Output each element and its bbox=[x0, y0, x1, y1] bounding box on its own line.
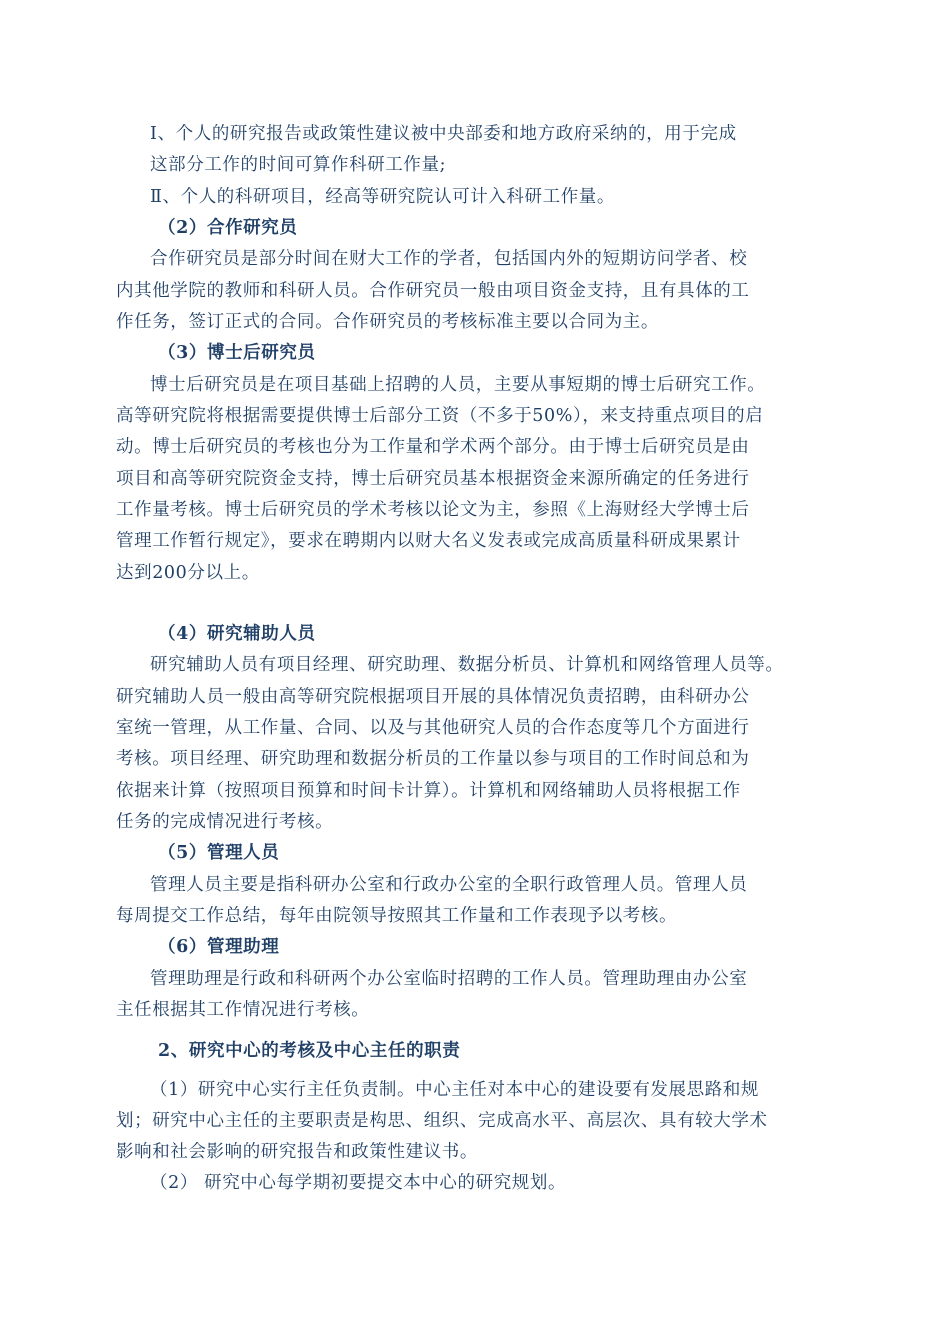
text-line: 作任务，签订正式的合同。合作研究员的考核标准主要以合同为主。 bbox=[116, 312, 659, 332]
text-line: Ⅱ、个人的科研项目，经高等研究院认可计入科研工作量。 bbox=[150, 187, 615, 207]
text-line: 动。博士后研究员的考核也分为工作量和学术两个部分。由于博士后研究员是由 bbox=[116, 437, 750, 457]
text-line: 任务的完成情况进行考核。 bbox=[116, 812, 334, 832]
text-line: 项目和高等研究院资金支持，博士后研究员基本根据资金来源所确定的任务进行 bbox=[116, 469, 750, 489]
text-line: 室统一管理，从工作量、合同、以及与其他研究人员的合作态度等几个方面进行 bbox=[116, 718, 750, 738]
text-line: 划；研究中心主任的主要职责是构思、组织、完成高水平、高层次、具有较大学术 bbox=[116, 1111, 768, 1131]
text-line: 每周提交工作总结，每年由院领导按照其工作量和工作表现予以考核。 bbox=[116, 906, 678, 926]
section-heading: 2、研究中心的考核及中心主任的职责 bbox=[158, 1041, 461, 1061]
text-line: 管理人员主要是指科研办公室和行政办公室的全职行政管理人员。管理人员 bbox=[150, 875, 748, 895]
text-line: 主任根据其工作情况进行考核。 bbox=[116, 1000, 370, 1020]
text-line: 达到200分以上。 bbox=[116, 563, 260, 583]
text-line: 内其他学院的教师和科研人员。合作研究员一般由项目资金支持，且有具体的工 bbox=[116, 281, 750, 301]
text-line: 依据来计算（按照项目预算和时间卡计算）。计算机和网络辅助人员将根据工作 bbox=[116, 781, 741, 801]
text-line: 合作研究员是部分时间在财大工作的学者，包括国内外的短期访问学者、校 bbox=[150, 249, 748, 269]
text-line: （2） 研究中心每学期初要提交本中心的研究规划。 bbox=[150, 1173, 567, 1193]
text-line: （1）研究中心实行主任负责制。中心主任对本中心的建设要有发展思路和规 bbox=[150, 1080, 760, 1100]
text-line: 考核。项目经理、研究助理和数据分析员的工作量以参与项目的工作时间总和为 bbox=[116, 749, 750, 769]
text-line: 管理助理是行政和科研两个办公室临时招聘的工作人员。管理助理由办公室 bbox=[150, 969, 748, 989]
section-heading: （6）管理助理 bbox=[158, 937, 280, 957]
text-line: 这部分工作的时间可算作科研工作量; bbox=[150, 155, 447, 175]
text-line: 高等研究院将根据需要提供博士后部分工资（不多于50%），来支持重点项目的启 bbox=[116, 406, 764, 426]
text-line: 博士后研究员是在项目基础上招聘的人员，主要从事短期的博士后研究工作。 bbox=[150, 375, 766, 395]
section-heading: （5）管理人员 bbox=[158, 843, 280, 863]
text-line: 工作量考核。博士后研究员的学术考核以论文为主，参照《上海财经大学博士后 bbox=[116, 500, 750, 520]
text-line: 研究辅助人员一般由高等研究院根据项目开展的具体情况负责招聘，由科研办公 bbox=[116, 687, 750, 707]
text-line: 管理工作暂行规定》，要求在聘期内以财大名义发表或完成高质量科研成果累计 bbox=[116, 531, 741, 551]
section-heading: （2）合作研究员 bbox=[158, 218, 298, 238]
text-line: Ⅰ、个人的研究报告或政策性建议被中央部委和地方政府采纳的，用于完成 bbox=[150, 124, 737, 144]
section-heading: （4）研究辅助人员 bbox=[158, 624, 316, 644]
text-line: 研究辅助人员有项目经理、研究助理、数据分析员、计算机和网络管理人员等。 bbox=[150, 655, 784, 675]
section-heading: （3）博士后研究员 bbox=[158, 343, 316, 363]
text-line: 影响和社会影响的研究报告和政策性建议书。 bbox=[116, 1142, 478, 1162]
